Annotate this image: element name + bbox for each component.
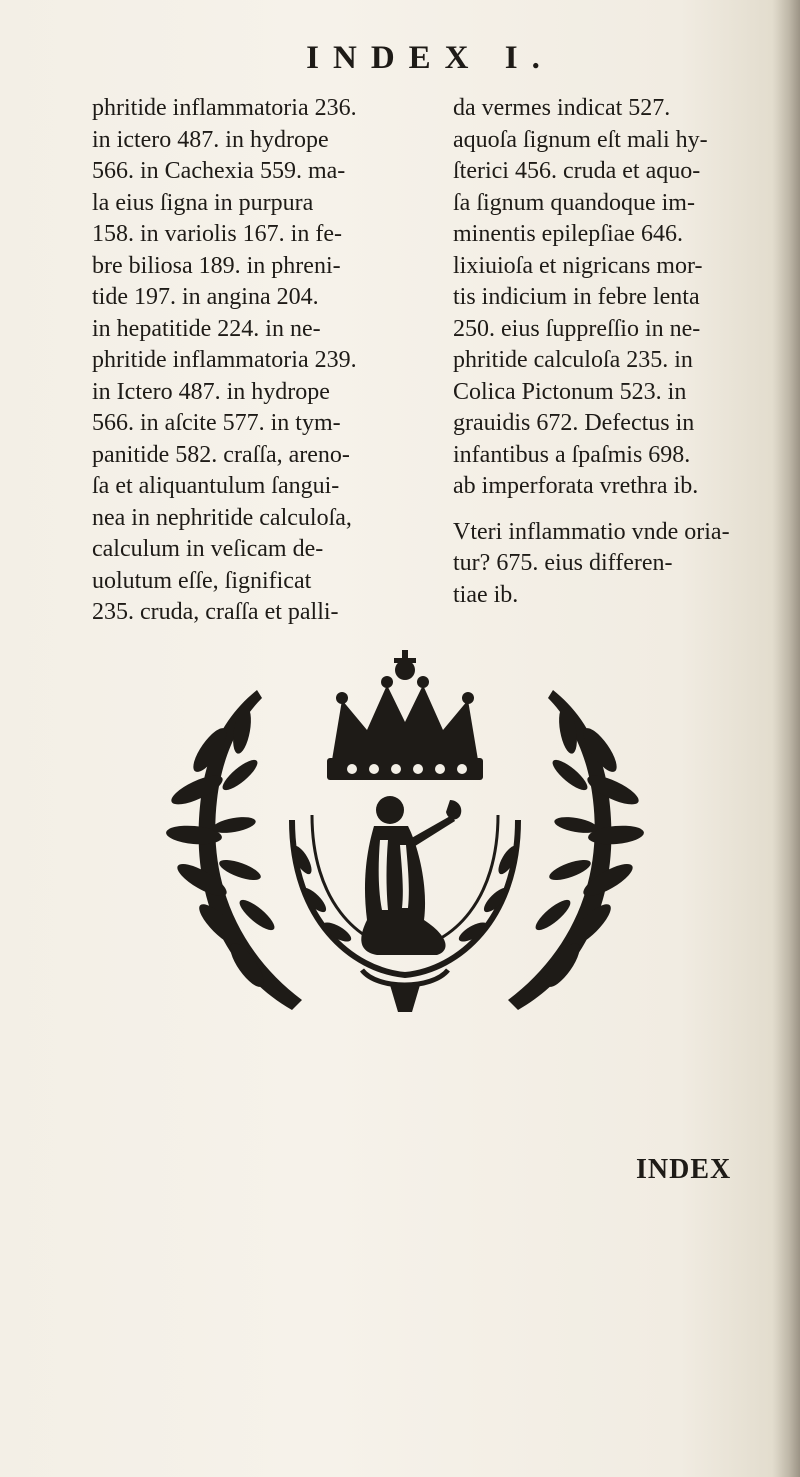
text-line: calculum in veſicam de- [92, 536, 324, 562]
right-column [453, 93, 770, 611]
text-line: 566. in aſcite 577. in tym- [92, 410, 341, 436]
text-line: la eius ſigna in purpura [92, 189, 314, 216]
left-column [92, 93, 422, 629]
text-line: tis indicium in febre lenta [453, 284, 700, 310]
catchword: INDEX [636, 1154, 732, 1185]
text-line: in hepatitide 224. in ne- [92, 315, 321, 342]
text-line: 250. eius ſuppreſſio in ne- [453, 315, 701, 342]
text-line: phritide inflammatoria 236. [92, 95, 357, 121]
text-line: Colica Pictonum 523. in [453, 378, 687, 405]
text-line: tiae ib. [453, 581, 519, 608]
text-line: 158. in variolis 167. in fe- [92, 221, 342, 247]
text-line: da vermes indicat 527. [453, 95, 671, 121]
text-line: 235. cruda, craſſa et palli- [92, 599, 339, 625]
text-line: minentis epilepſiae 646. [453, 221, 683, 247]
text-line: ſa ſignum quandoque im- [453, 189, 695, 216]
text-line: ſterici 456. cruda et aquo- [453, 158, 701, 184]
emblem-icon [162, 640, 648, 1015]
text-line: Vteri inflammatio vnde oria- [453, 518, 730, 545]
text-line: infantibus a ſpaſmis 698. [453, 441, 691, 468]
text-line: ſa et aliquantulum ſangui- [92, 473, 340, 499]
text-line: tide 197. in angina 204. [92, 284, 319, 310]
text-line: bre biliosa 189. in phreni- [92, 252, 341, 279]
page-edge-shadow [772, 0, 800, 1477]
text-line: ab imperforata vrethra ib. [453, 473, 699, 499]
text-line: panitide 582. craſſa, areno- [92, 441, 350, 468]
text-line: phritide inflammatoria 239. [92, 347, 357, 373]
text-line: in ictero 487. in hydrope [92, 126, 329, 153]
text-line: in Ictero 487. in hydrope [92, 378, 330, 405]
text-line: aquoſa ſignum eſt mali hy- [453, 126, 708, 153]
page-header: INDEX I. [306, 40, 554, 76]
text-line: tur? 675. eius differen- [453, 550, 673, 576]
text-line: grauidis 672. Defectus in [453, 410, 695, 436]
right-paragraph-1 [453, 93, 770, 503]
text-line: 566. in Cachexia 559. ma- [92, 158, 346, 184]
text-line: phritide calculoſa 235. in [453, 347, 693, 373]
right-paragraph-2 [453, 517, 770, 612]
text-line: lixiuioſa et nigricans mor- [453, 252, 703, 279]
text-line: uolutum eſſe, ſignificat [92, 567, 312, 594]
text-line: nea in nephritide calculoſa, [92, 504, 352, 531]
